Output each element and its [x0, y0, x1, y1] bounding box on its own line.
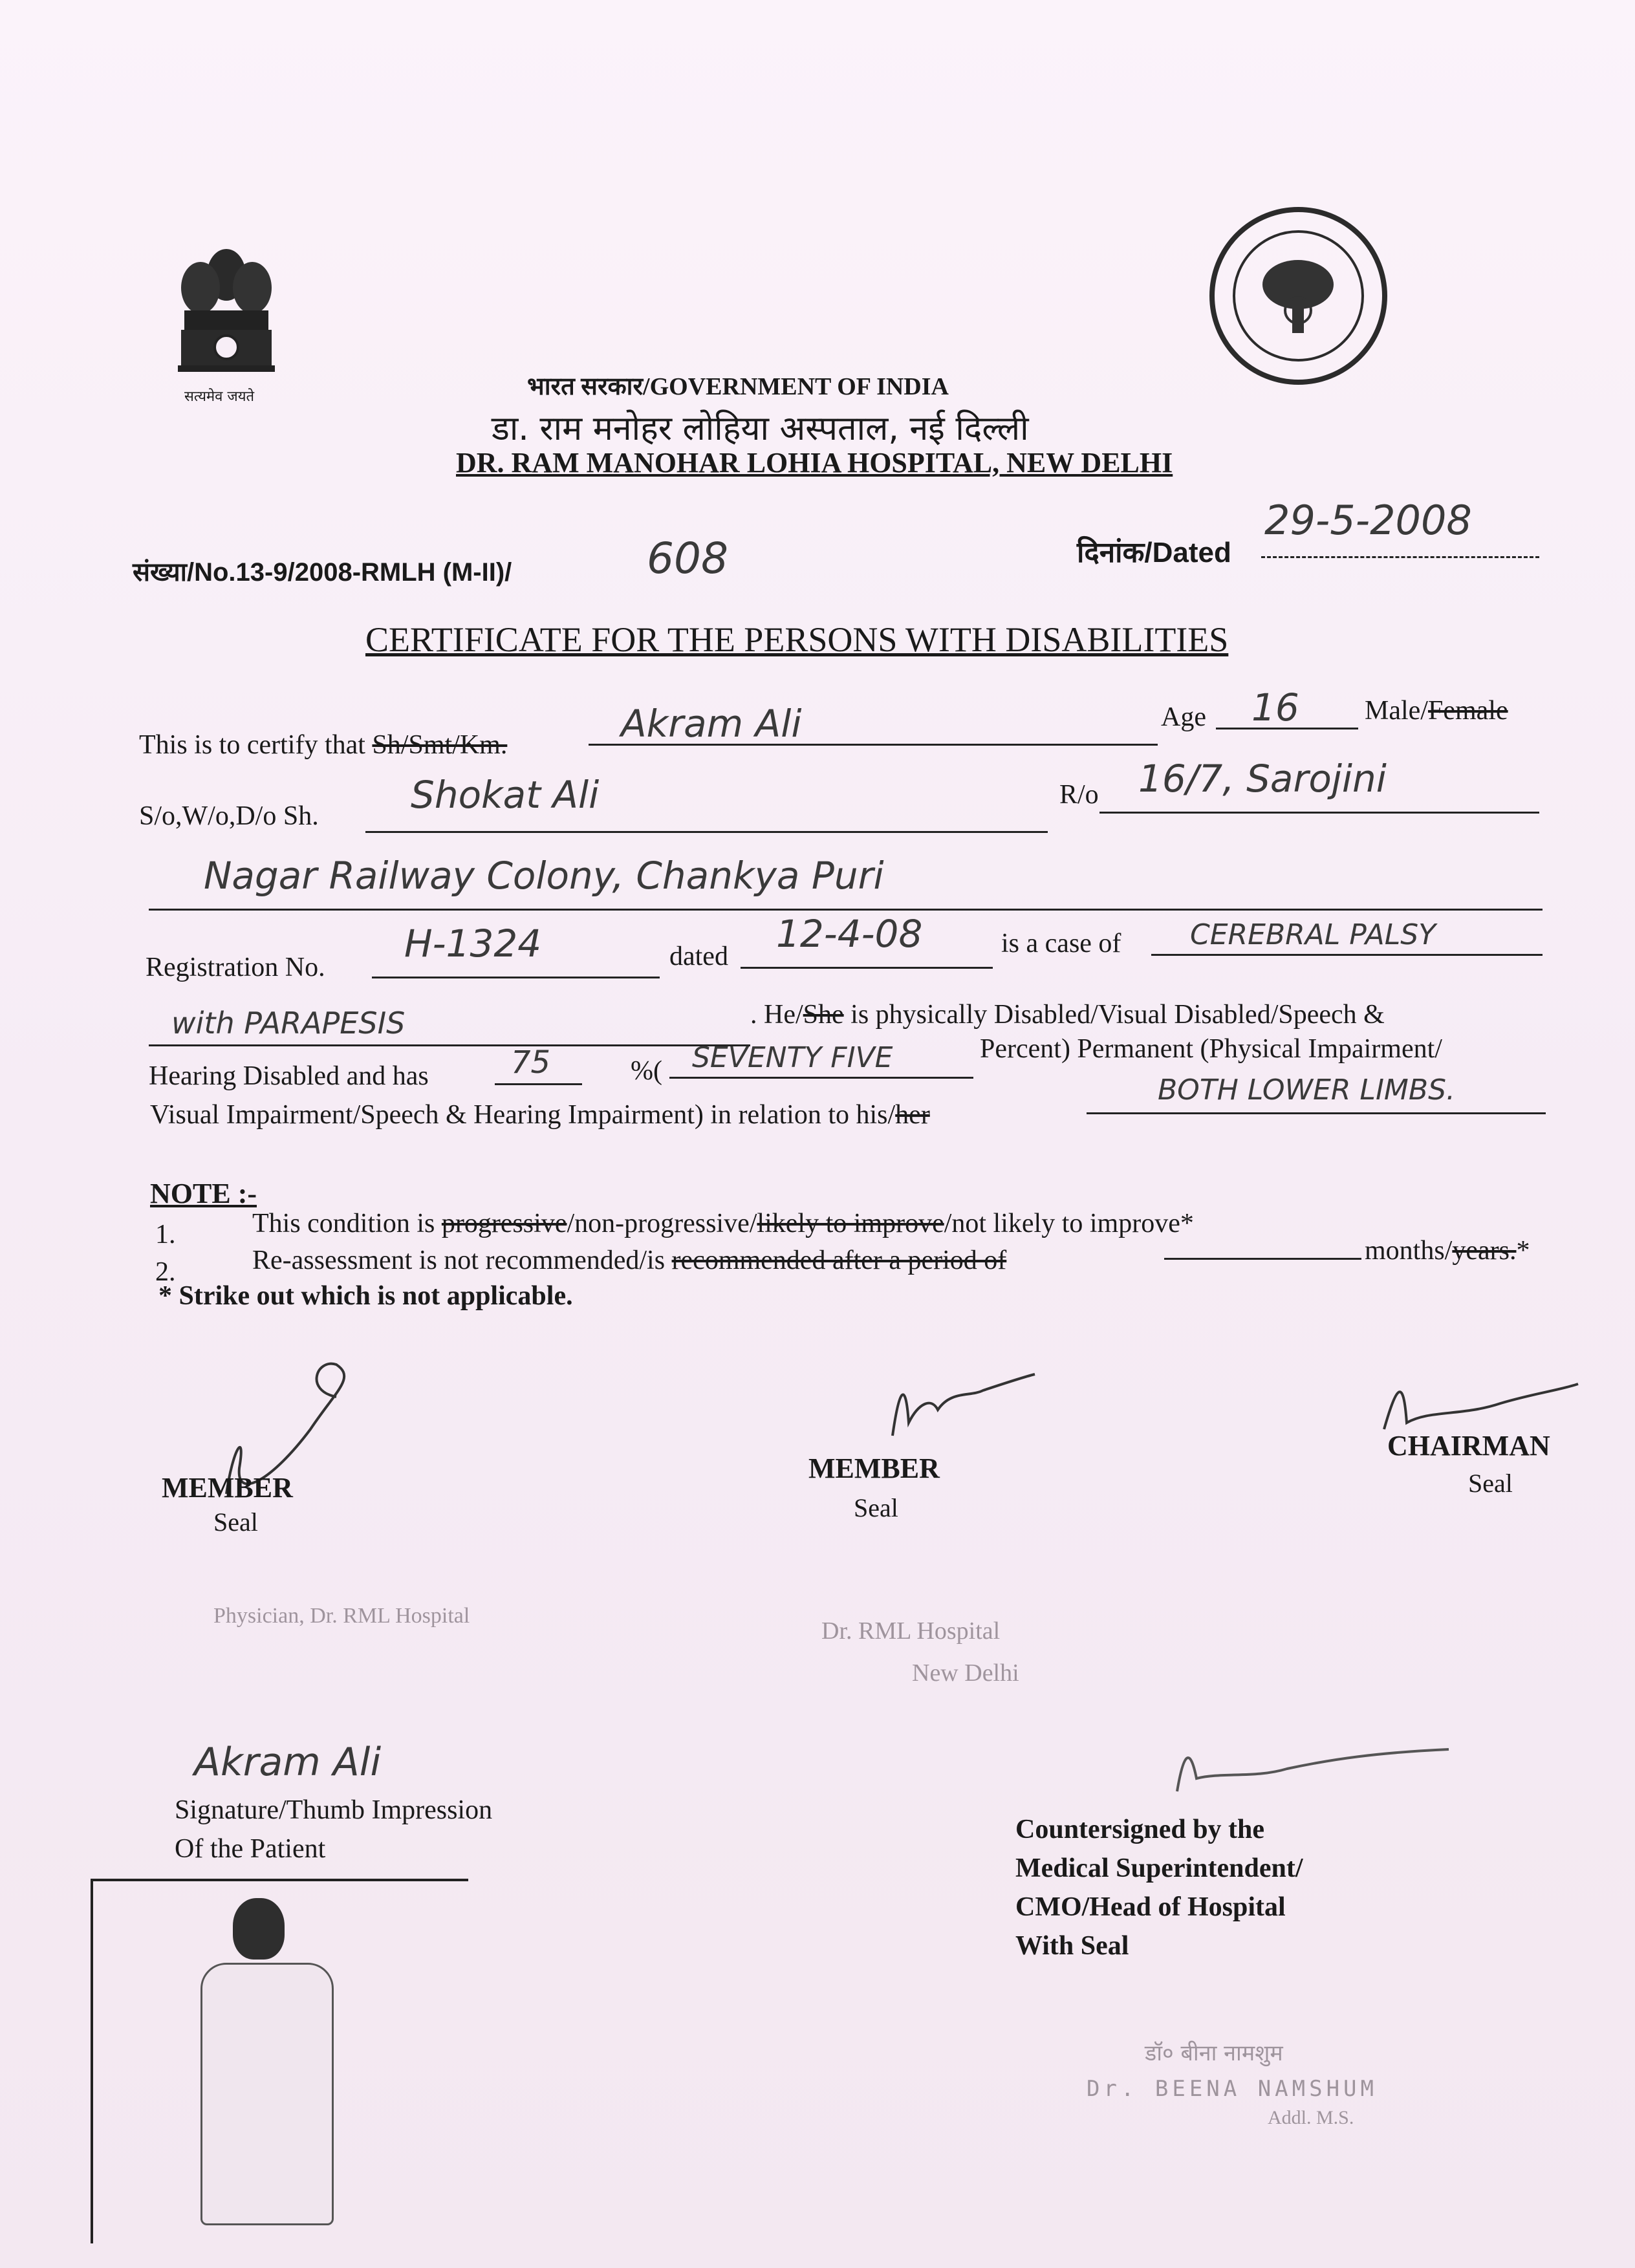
- period-unit: [1365, 1235, 1530, 1266]
- chairman-title: CHAIRMAN: [1387, 1430, 1550, 1462]
- condition-line-2: [149, 1044, 750, 1046]
- permanent-text: Percent) Permanent (Physical Impairment/: [980, 1034, 1442, 1064]
- member-2-stamp: Dr. RML Hospital: [821, 1617, 1001, 1645]
- certify-text: [139, 729, 507, 761]
- ro-label: R/o: [1059, 780, 1099, 810]
- hearing-text: Hearing Disabled and has: [149, 1061, 429, 1091]
- note-item-2: [252, 1245, 1006, 1276]
- countersign-line-2: Medical Superintendent/: [1015, 1853, 1303, 1883]
- reg-dated-label: dated: [669, 942, 728, 971]
- percent-words: SEVENTY FIVE: [692, 1041, 893, 1074]
- condition-secondary: with PARAPESIS: [171, 1006, 406, 1041]
- condition-primary: CEREBRAL PALSY: [1190, 918, 1436, 951]
- patient-name: Akram Ali: [621, 702, 802, 746]
- date-label: दिनांक/Dated: [1077, 537, 1231, 568]
- patient-signature-label-2: Of the Patient: [175, 1834, 326, 1864]
- sex-male: Male/: [1365, 696, 1428, 726]
- emblem-motto: सत्यमेव जयते: [184, 389, 255, 405]
- member-2-title: MEMBER: [808, 1453, 940, 1484]
- stamp-title: Addl. M.S.: [1268, 2107, 1354, 2128]
- period-line: [1164, 1258, 1361, 1260]
- progressive-struck: progressive: [441, 1209, 567, 1238]
- note-2-a: Re-assessment is not recommended/is: [252, 1246, 672, 1275]
- patient-signature-label: Signature/Thumb Impression: [175, 1795, 493, 1825]
- registration-label: Registration No.: [146, 953, 325, 982]
- years-struck: years.: [1452, 1236, 1517, 1266]
- reg-date-line: [741, 967, 993, 969]
- note-label: NOTE :-: [150, 1178, 257, 1209]
- countersign-line-1: Countersigned by the: [1015, 1815, 1265, 1844]
- parent-line: [365, 831, 1048, 833]
- sex-options: [1365, 695, 1508, 726]
- visual-text: Visual Impairment/Speech & Hearing Impairment) in relation to his/: [150, 1100, 896, 1130]
- hospital-name-english: DR. RAM MANOHAR LOHIA HOSPITAL, NEW DELHI: [456, 447, 1173, 479]
- registration-number: H-1324: [404, 922, 542, 966]
- member-1-title: MEMBER: [162, 1472, 293, 1504]
- certify-prefix: This is to certify that: [139, 730, 365, 760]
- case-label: is a case of: [1001, 929, 1121, 958]
- registration-line: [372, 977, 660, 978]
- parent-label: S/o,W/o,D/o Sh.: [139, 801, 319, 831]
- government-header: भारत सरकार/GOVERNMENT OF INDIA: [527, 373, 949, 400]
- hospital-seal-icon: [1209, 207, 1387, 385]
- member-2-signature-icon: [880, 1365, 1041, 1449]
- percent-line: [495, 1083, 582, 1085]
- superintendent-signature-icon: [1164, 1733, 1455, 1804]
- registration-date: 12-4-08: [776, 912, 923, 956]
- disability-suffix: is physically Disabled/Visual Disabled/Speech &: [843, 1000, 1385, 1030]
- she-struck: She: [803, 1000, 844, 1030]
- date-line: [1261, 556, 1539, 558]
- percent-mid: %(: [631, 1056, 662, 1086]
- address-line-1: [1099, 812, 1539, 814]
- likely-improve-struck: likely to improve: [757, 1209, 944, 1238]
- member-2-stamp-city: New Delhi: [912, 1659, 1019, 1687]
- address-part-1: 16/7, Sarojini: [1138, 757, 1387, 801]
- relation-line: [1087, 1112, 1546, 1114]
- patient-signature: Akram Ali: [194, 1740, 382, 1785]
- address-part-2: Nagar Railway Colony, Chankya Puri: [204, 854, 884, 898]
- age-value: 16: [1251, 686, 1299, 729]
- strike-out-note: * Strike out which is not applicable.: [158, 1281, 573, 1311]
- note-item-2-number: 2.: [155, 1257, 176, 1287]
- member-1-stamp: Physician, Dr. RML Hospital: [213, 1604, 470, 1628]
- member-1-seal: Seal: [213, 1507, 258, 1537]
- parent-name: Shokat Ali: [411, 773, 600, 817]
- address-line-2: [149, 909, 1543, 911]
- countersign-line-3: CMO/Head of Hospital: [1015, 1892, 1286, 1922]
- chairman-seal: Seal: [1468, 1469, 1513, 1498]
- condition-line: [1151, 954, 1543, 956]
- relation-value: BOTH LOWER LIMBS.: [1158, 1074, 1455, 1107]
- stamp-hindi-name: डॉ० बीना नामशुम: [1145, 2040, 1283, 2066]
- date-value: 29-5-2008: [1264, 497, 1472, 544]
- age-label: Age: [1161, 702, 1206, 732]
- asterisk: *: [1516, 1236, 1530, 1266]
- months-text: months/: [1365, 1236, 1453, 1266]
- title-options: Sh/Smt/Km.: [372, 730, 508, 760]
- certificate-title: CERTIFICATE FOR THE PERSONS WITH DISABILITIES: [365, 620, 1229, 659]
- sex-female: Female: [1427, 696, 1508, 726]
- reference-number: 608: [647, 534, 728, 583]
- countersign-line-4: With Seal: [1015, 1931, 1129, 1961]
- note-item-1-number: 1.: [155, 1220, 176, 1249]
- her-struck: her: [895, 1100, 930, 1130]
- disability-types-text: [750, 999, 1385, 1030]
- patient-photo: [200, 1963, 334, 2225]
- national-emblem-icon: [165, 236, 288, 404]
- stamp-english-name: Dr. BEENA NAMSHUM: [1087, 2076, 1378, 2102]
- note-1-a: This condition is: [252, 1209, 442, 1238]
- member-2-seal: Seal: [854, 1493, 898, 1522]
- note-1-b: /non-progressive/: [567, 1209, 757, 1238]
- reference-label: संख्या/No.13-9/2008-RMLH (M-II)/: [133, 558, 512, 587]
- percent-words-line: [669, 1077, 973, 1079]
- note-1-c: /not likely to improve*: [944, 1209, 1194, 1238]
- impairment-text: [150, 1099, 930, 1130]
- hospital-name-hindi: डा. राम मनोहर लोहिया अस्पताल, नई दिल्ली: [492, 409, 1029, 448]
- percent-value: 75: [511, 1044, 551, 1081]
- recommended-struck: recommended after a period of: [671, 1246, 1007, 1275]
- disability-prefix: . He/: [750, 1000, 803, 1030]
- note-item-1: [252, 1208, 1194, 1239]
- patient-photo-head: [233, 1898, 285, 1960]
